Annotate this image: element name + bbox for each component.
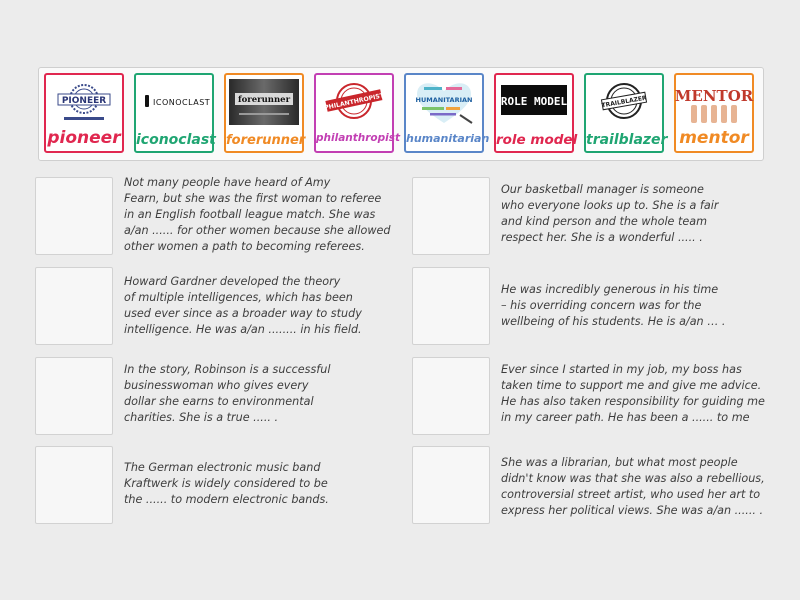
clue-text-2: Our basketball manager is someone who everyone looks up to. She is a fair and kind person and the whole team respect her. She is a wonderful ..... . [501,183,719,244]
svg-text:MENTOR: MENTOR [674,87,754,105]
tile-humanitarian[interactable] [404,73,490,153]
drop-slot-2[interactable] [412,177,490,255]
svg-text:TRAILBLAZER: TRAILBLAZER [601,94,648,110]
pioneer-stamp-image [52,79,116,125]
clue-text-7: The German electronic music band Kraftwerk is widely considered to be the ...... to modern electronic bands. [124,461,329,506]
clue-text-1: Not many people have heard of Amy Fearn, but she was the first woman to referee in an English football league match. She was a/an ...... for other women because she allowed other women a path to becoming referees. [124,176,391,253]
drop-slot-4[interactable] [412,267,490,345]
svg-text:HUMANITARIAN: HUMANITARIAN [415,96,473,104]
drop-slot-1[interactable] [35,177,113,255]
clue-text-4: He was incredibly generous in his time – his overriding concern was for the wellbeing of his students. He is a/an … . [501,283,726,328]
clue-text-6: Ever since I started in my job, my boss has taken time to support me and give me advice. He has also taken responsibility for guiding me in my career path. He has been a ...... to me [501,363,765,424]
tile-philanthropist[interactable] [314,73,401,153]
drop-slot-7[interactable] [35,446,113,524]
clue-text-5: In the story, Robinson is a successful businesswoman who gives every dollar she earns to environmental charities. She is a true ..... . [124,363,331,424]
trailblazer-stamp-image [592,79,656,125]
tile-label: pioneer [47,128,121,148]
tile-mentor[interactable] [674,73,754,153]
tile-label: trailblazer [586,132,668,148]
tile-role-model[interactable] [494,73,578,153]
philanthropist-stamp-image [322,79,386,125]
role-model-sign-image [502,79,566,125]
tile-trailblazer[interactable] [584,73,668,153]
svg-text:forerunner: forerunner [237,95,291,105]
iconoclast-logo-image [142,79,211,125]
tile-label: philanthropist [316,132,401,144]
clue-text-3: Howard Gardner developed the theory of multiple intelligences, which has been used ever since as a broader way to study intelligence. He was a/an ........ in his field. [124,275,362,336]
svg-text:PIONEER: PIONEER [61,96,107,106]
drop-slot-8[interactable] [412,446,490,524]
tile-label: humanitarian [406,132,490,145]
tile-iconoclast[interactable] [134,73,214,153]
tile-label: role model [496,132,578,148]
svg-text:ICONOCLAST: ICONOCLAST [153,98,211,107]
drop-slot-3[interactable] [35,267,113,345]
svg-text:PHILANTHROPIST: PHILANTHROPIST [323,92,385,112]
tile-label: forerunner [226,133,306,148]
clue-text-8: She was a librarian, but what most people didn't know was that she was also a rebellious, controversial street artist, who used her art to express her political views. She was a/an ...... . [501,456,765,517]
svg-text:ROLE MODEL: ROLE MODEL [500,95,568,108]
drop-slot-6[interactable] [412,357,490,435]
tile-forerunner[interactable] [224,73,304,153]
forerunner-dictionary-image [232,79,296,125]
tile-pioneer[interactable] [44,73,124,153]
humanitarian-wordcloud-image [412,79,476,125]
tile-label: iconoclast [136,132,216,148]
mentor-blocks-image [674,79,754,125]
drop-slot-5[interactable] [35,357,113,435]
tile-label: mentor [679,128,749,148]
